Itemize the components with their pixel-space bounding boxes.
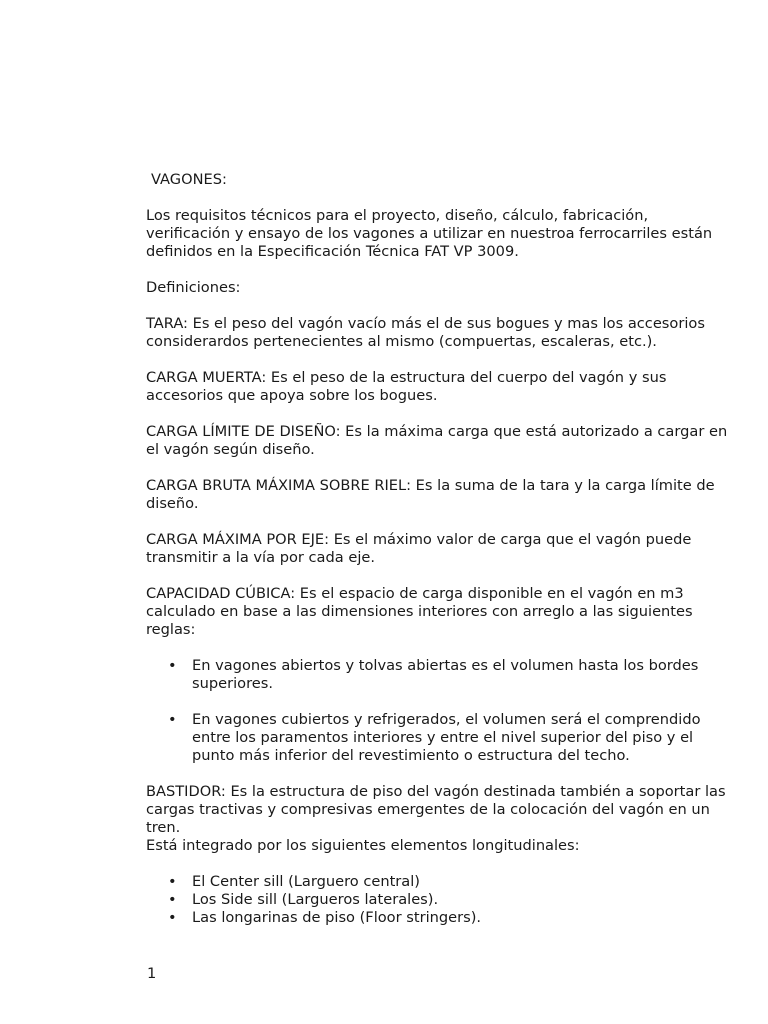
definition-carga-muerta: CARGA MUERTA: Es el peso de la estructura del cuerpo del vagón y sus accesorios que apoya sobre los bogues. [146,369,667,404]
definition-carga-eje: CARGA MÁXIMA POR EJE: Es el máximo valor de carga que el vagón puede transmitir a la vía por cada eje. [146,531,692,566]
list-item-text: Los Side sill (Largueros laterales). [192,891,439,908]
definition-bastidor: BASTIDOR: Es la estructura de piso del vagón destinada también a soportar las cargas tractivas y compresivas emergentes de la colocación del vagón en un tren. [146,783,726,836]
list-item-text: Las longarinas de piso (Floor stringers). [192,909,482,926]
definition-carga-bruta: CARGA BRUTA MÁXIMA SOBRE RIEL: Es la suma de la tara y la carga límite de diseño. [146,477,715,512]
bastidor-intro: Está integrado por los siguientes elementos longitudinales: [146,837,580,854]
bullet-icon: • [168,891,177,908]
document-page [146,171,736,945]
bullet-icon: • [168,873,177,890]
list-item-text: En vagones cubiertos y refrigerados, el volumen será el comprendido entre los paramentos interiores y entre el nivel superior del piso y el punto más inferior del revestimiento o estructura del techo. [192,711,701,764]
bullet-icon: • [168,909,177,926]
definitions-title: Definiciones: [146,279,241,296]
definition-capacidad: CAPACIDAD CÚBICA: Es el espacio de carga disponible en el vagón en m3 calculado en base a las dimensiones interiores con arreglo a las siguientes reglas: [146,585,693,638]
section-heading: VAGONES: [151,171,227,188]
page-number: 1 [147,965,157,982]
list-item-text: En vagones abiertos y tolvas abiertas es el volumen hasta los bordes superiores. [192,657,699,692]
bullet-icon: • [168,711,177,728]
list-item [146,891,736,909]
bullet-icon: • [168,657,177,674]
list-item-text: El Center sill (Larguero central) [192,873,420,890]
list-item [146,873,736,891]
capacidad-rules-list [146,657,736,765]
list-item [146,711,736,765]
list-item [146,657,736,693]
definition-tara: TARA: Es el peso del vagón vacío más el de sus bogues y mas los accesorios considerardos pertenecientes al mismo (compuertas, escaleras, etc.). [146,315,705,350]
intro-paragraph: Los requisitos técnicos para el proyecto, diseño, cálculo, fabricación, verificación y ensayo de los vagones a utilizar en nuestroa ferrocarriles están definidos en la Especificación Técnica FAT VP 3009. [146,207,713,260]
definition-carga-limite: CARGA LÍMITE DE DISEÑO: Es la máxima carga que está autorizado a cargar en el vagón según diseño. [146,423,728,458]
list-item [146,909,736,927]
bastidor-elements-list [146,873,736,927]
